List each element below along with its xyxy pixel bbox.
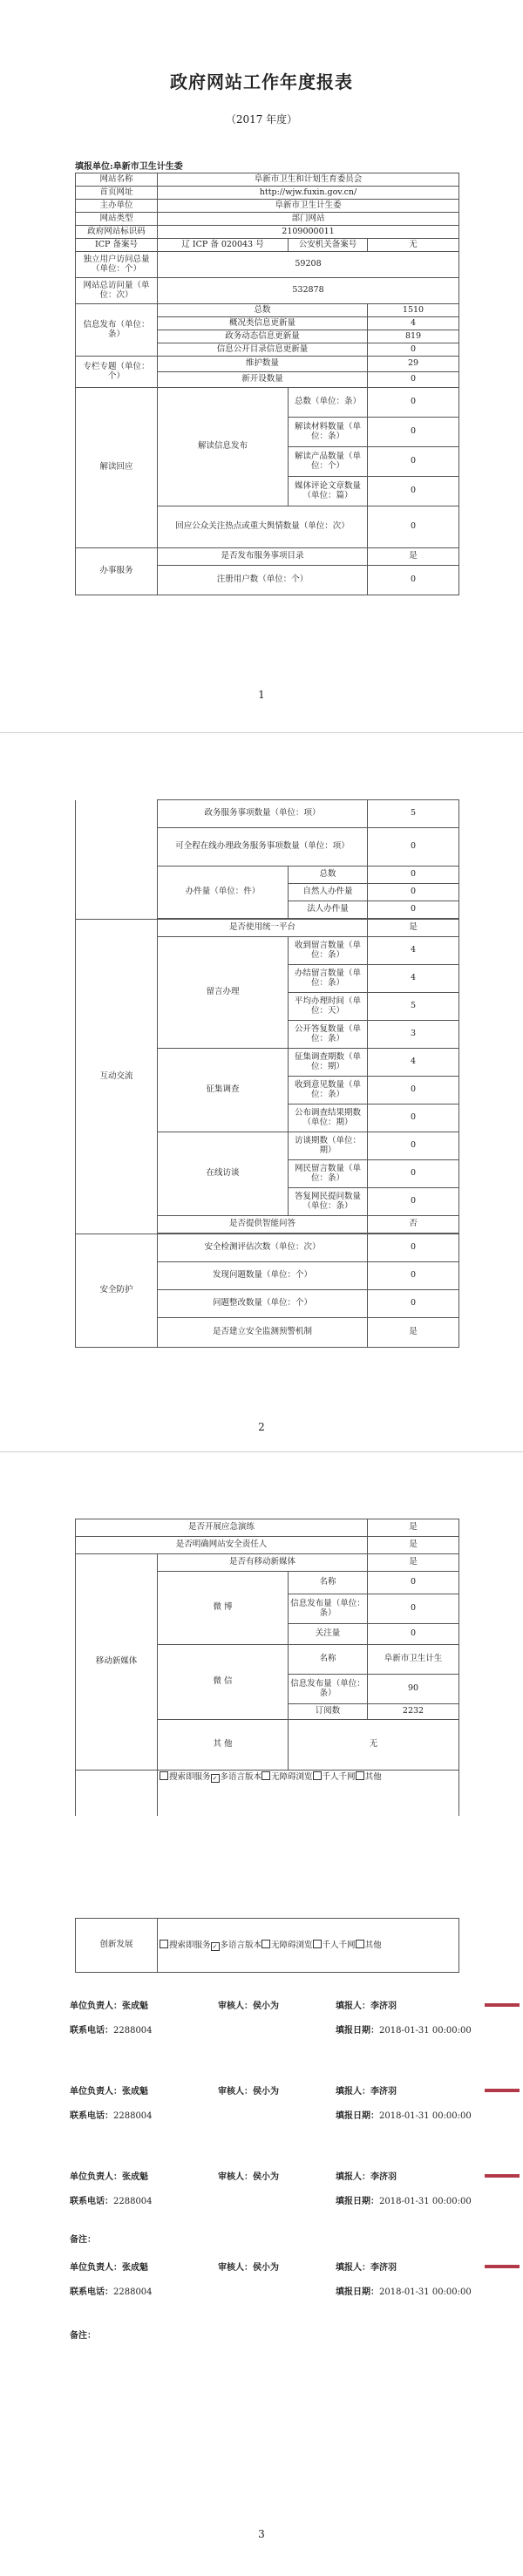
info-overview: 4 [368,317,459,330]
info-total: 1510 [368,304,459,317]
checkbox-icon[interactable] [313,1771,322,1780]
survey-label: 征集调查 [158,1049,289,1132]
cell-label: 是否发布服务事项目录 [158,548,368,566]
cell-label: 法人办件量 [289,901,368,919]
wechat-posts: 90 [368,1675,459,1704]
cell-label: 平均办理时间（单位：天） [289,993,368,1021]
signoff-reviewer: 审核人：侯小为 [218,2263,279,2273]
section-label-service: 办事服务 [76,548,158,595]
option-accessible[interactable]: 无障碍浏览 [262,1940,313,1950]
option-accessible[interactable]: 无障碍浏览 [262,1772,313,1782]
mobile-has: 是 [368,1554,459,1572]
signoff-phone: 联系电话：2288004 [70,2197,153,2206]
page-number: 2 [258,1421,265,1433]
security-monitor: 是 [368,1318,459,1348]
cell-label: 订阅数 [289,1704,368,1720]
info-opengov: 0 [368,343,459,357]
checkbox-checked-icon[interactable]: ✓ [211,1942,220,1951]
section-label-interact: 互动交流 [76,920,158,1234]
survey-feedback: 0 [368,1104,459,1132]
checkbox-icon[interactable] [313,1940,322,1948]
signoff-head: 单位负责人：张成魁 [70,2002,148,2011]
cell-label: 网站类型 [76,213,158,226]
emergency-drill: 是 [368,1519,459,1537]
checkbox-icon[interactable] [262,1940,270,1948]
option-personalized[interactable]: 千人千网 [313,1772,356,1782]
cell-label: 名称 [289,1645,368,1675]
cell-label: 总数 [289,867,368,884]
cell-label: 主办单位 [76,200,158,213]
report-title: 政府网站工作年度报表 [170,71,353,92]
signoff-reviewer: 审核人：侯小为 [218,2002,279,2011]
service-pub: 是 [368,548,459,566]
cell-label: 收到意见数量（单位：条） [289,1077,368,1104]
option-search-service[interactable]: 搜索即服务 [160,1940,211,1950]
interp-media: 0 [368,477,459,506]
report-table-1 [75,173,459,595]
cell-label: 回应公众关注热点或重大舆情数量（单位：次） [158,506,368,548]
wechat-subs: 2232 [368,1704,459,1720]
cell-label: 网站总访问量（单位：次） [76,278,158,304]
signoff-phone: 联系电话：2288004 [70,2287,153,2297]
special-maint: 29 [368,357,459,372]
cell-label: 信息发布量（单位：条） [289,1594,368,1624]
signoff-head: 单位负责人：张成魁 [70,2263,148,2273]
section-label-innovation: 创新发展 [76,1919,158,1973]
survey-opinions: 0 [368,1077,459,1104]
page-divider [0,732,523,733]
msg-public: 3 [368,1021,459,1049]
weibo-posts: 0 [368,1594,459,1624]
signoff-date: 填报日期：2018-01-31 00:00:00 [336,2287,472,2297]
security-fixed: 0 [368,1290,459,1318]
option-other[interactable]: 其他 [356,1772,382,1782]
section-label-info: 信息发布（单位：条） [76,304,158,357]
interp-total: 0 [368,388,459,418]
signoff-date: 填报日期：2018-01-31 00:00:00 [336,2111,472,2121]
mobile-other: 无 [289,1720,459,1771]
survey-count: 4 [368,1049,459,1077]
report-page-2 [0,789,523,1451]
cell-label: 公安机关备案号 [289,239,368,252]
signoff-head: 单位负责人：张成魁 [70,2087,148,2097]
cell-label: 发现问题数量（单位：个） [158,1262,368,1290]
cell-label: 信息发布量（单位：条） [289,1675,368,1704]
section-label-mobile: 移动新媒体 [76,1554,158,1771]
report-page-3 [0,1508,523,2576]
security-tests: 0 [368,1234,459,1262]
cell-label: 是否建立安全监测预警机制 [158,1318,368,1348]
signoff-reviewer: 审核人：侯小为 [218,2087,279,2097]
checkbox-checked-icon[interactable]: ✓ [211,1774,220,1783]
online-talk-label: 在线访谈 [158,1132,289,1216]
innovation-options [158,1919,459,1973]
interact-smart: 否 [368,1216,459,1234]
option-other[interactable]: 其他 [356,1940,382,1950]
cell-label: 公开答复数量（单位：条） [289,1021,368,1049]
signoff-reviewer: 审核人：侯小为 [218,2172,279,2182]
page-divider [0,1451,523,1452]
signoff-filler: 填报人：李济羽 [336,2087,397,2097]
option-search-service[interactable]: 搜索即服务 [160,1772,211,1782]
section-label-interp: 解读回应 [76,388,158,548]
unique-visitors: 59208 [158,252,459,278]
weibo-label: 微 博 [158,1572,289,1645]
site-type: 部门网站 [158,213,459,226]
signoff-date: 填报日期：2018-01-31 00:00:00 [336,2197,472,2206]
report-table-2 [75,799,459,1348]
signoff-filler: 填报人：李济羽 [336,2263,397,2273]
cell-label: ICP 备案号 [76,239,158,252]
cell-label: 公布调查结果期数（单位：期） [289,1104,368,1132]
report-table-3 [75,1519,459,1816]
signoff-phone: 联系电话：2288004 [70,2111,153,2121]
msg-label: 留言办理 [158,937,289,1049]
signoff-date: 填报日期：2018-01-31 00:00:00 [336,2026,472,2036]
msg-avg-days: 5 [368,993,459,1021]
cell-label: 是否提供智能问答 [158,1216,368,1234]
interp-products: 0 [368,447,459,477]
section-label-special: 专栏专题（单位：个） [76,357,158,388]
info-dynamic: 819 [368,330,459,343]
option-multilingual[interactable]: ✓ 多语言版本 [211,1772,262,1782]
handled-label: 办件量（单位：件） [158,867,289,919]
cell-label: 征集调查期数（单位：期） [289,1049,368,1077]
icp-number: 辽 ICP 备 020043 号 [158,239,289,252]
filler-unit: 填报单位:阜新市卫生计生委 [75,162,183,172]
signoff-phone: 联系电话：2288004 [70,2026,153,2036]
cell-label: 解读产品数量（单位：个） [289,447,368,477]
cell-label: 是否使用统一平台 [158,920,368,937]
online-answers: 0 [368,1188,459,1216]
cell-label: 安全检测评估次数（单位：次） [158,1234,368,1262]
cell-label: 概况类信息更新量 [158,317,368,330]
handled-legal: 0 [368,901,459,919]
cell-label: 维护数量 [158,357,368,372]
stamp-mark [485,2265,520,2268]
cell-label: 网民留言数量（单位：条） [289,1160,368,1188]
cell-label: 可全程在线办理政务服务事项数量（单位：项） [158,828,368,867]
signoff-filler: 填报人：李济羽 [336,2002,397,2011]
cell-label: 是否明确网站安全责任人 [76,1537,368,1554]
site-name: 阜新市卫生和计划生育委员会 [158,173,459,187]
option-multilingual[interactable]: ✓ 多语言版本 [211,1940,262,1950]
cell-label: 网站名称 [76,173,158,187]
report-page-1 [0,0,523,732]
stamp-mark [485,2003,520,2007]
cell-label: 名称 [289,1572,368,1594]
cell-label: 关注量 [289,1624,368,1645]
innovation-options-top [158,1771,459,1816]
cell-label: 是否有移动新媒体 [158,1554,368,1572]
cell-label: 独立用户访问总量（单位：个） [76,252,158,278]
cell-label: 政府网站标识码 [76,226,158,239]
cell-label: 收到留言数量（单位：条） [289,937,368,965]
interact-unified: 是 [368,920,459,937]
security-issues: 0 [368,1262,459,1290]
notes-label: 备注： [70,2235,96,2245]
online-sessions: 0 [368,1132,459,1160]
cell-label: 答复网民提问数量（单位：条） [289,1188,368,1216]
cell-label: 政务动态信息更新量 [158,330,368,343]
site-code: 2109000011 [158,226,459,239]
cell-label: 问题整改数量（单位：个） [158,1290,368,1318]
page-number: 1 [258,689,265,701]
report-year: （2017 年度） [225,113,298,126]
signoff-head: 单位负责人：张成魁 [70,2172,148,2182]
msg-done: 4 [368,965,459,993]
service-online: 0 [368,828,459,867]
cell-label: 访谈期数（单位：期） [289,1132,368,1160]
checkbox-icon[interactable] [356,1771,364,1780]
checkbox-icon[interactable] [160,1771,168,1780]
cell-label: 媒体评论文章数量（单位：篇） [289,477,368,506]
option-personalized[interactable]: 千人千网 [313,1940,356,1950]
cell-label: 政务服务事项数量（单位：项） [158,800,368,828]
total-visits: 532878 [158,278,459,304]
cell-label: 办结留言数量（单位：条） [289,965,368,993]
interp-materials: 0 [368,418,459,447]
cell-label: 总数（单位：条） [289,388,368,418]
cell-label: 解读材料数量（单位：条） [289,418,368,447]
cell-label: 是否开展应急演练 [76,1519,368,1537]
cell-label: 注册用户数（单位：个） [158,566,368,595]
service-users: 0 [368,566,459,595]
wechat-name: 阜新市卫生计生 [368,1645,459,1675]
online-questions: 0 [368,1160,459,1188]
interp-release-label: 解读信息发布 [158,388,289,506]
checkbox-icon[interactable] [160,1940,168,1948]
stamp-mark [485,2174,520,2178]
other-label: 其 他 [158,1720,289,1771]
signoff-filler: 填报人：李济羽 [336,2172,397,2182]
interp-response: 0 [368,506,459,548]
cell-label: 自然人办件量 [289,884,368,901]
notes-label: 备注： [70,2331,96,2341]
sponsor: 阜新市卫生计生委 [158,200,459,213]
checkbox-icon[interactable] [262,1771,270,1780]
weibo-name: 0 [368,1572,459,1594]
wechat-label: 微 信 [158,1645,289,1720]
service-items: 5 [368,800,459,828]
security-responsible: 是 [368,1537,459,1554]
page-number: 3 [258,2528,265,2540]
police-number: 无 [368,239,459,252]
cell-label: 信息公开目录信息更新量 [158,343,368,357]
innovation-table [75,1918,459,1973]
cell-label: 首页网址 [76,187,158,200]
handled-total: 0 [368,867,459,884]
homepage-url: http://wjw.fuxin.gov.cn/ [158,187,459,200]
stamp-mark [485,2089,520,2092]
weibo-fans: 0 [368,1624,459,1645]
handled-natural: 0 [368,884,459,901]
section-label-security: 安全防护 [76,1234,158,1348]
msg-received: 4 [368,937,459,965]
special-new: 0 [368,372,459,388]
checkbox-icon[interactable] [356,1940,364,1948]
cell-label: 总数 [158,304,368,317]
cell-label: 新开设数量 [158,372,368,388]
